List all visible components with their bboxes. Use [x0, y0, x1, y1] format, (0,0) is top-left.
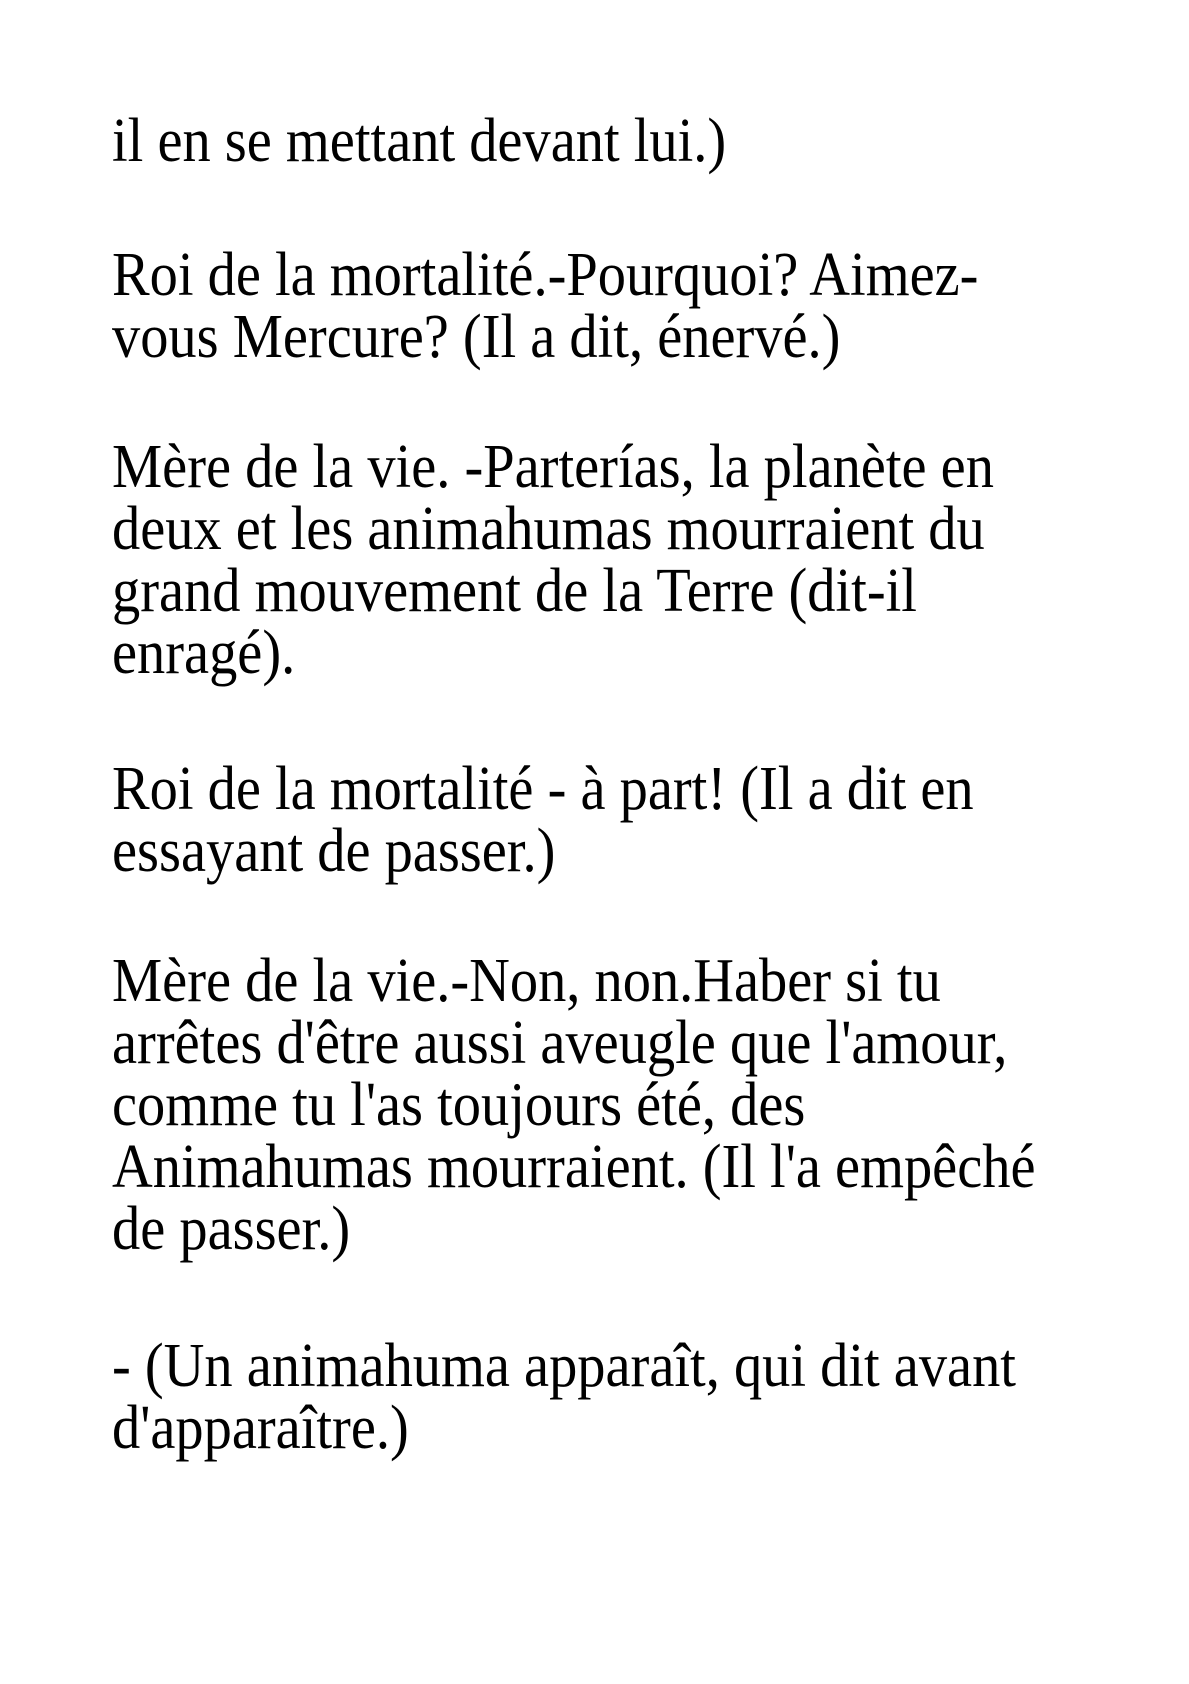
text-line: essayant de passer.) — [112, 817, 556, 885]
paragraph — [112, 1332, 1016, 1462]
text-line: Roi de la mortalité - à part! (Il a dit en — [112, 755, 974, 823]
text-line: enragé). — [112, 619, 296, 687]
text-line: d'apparaître.) — [112, 1394, 409, 1462]
paragraph — [112, 241, 979, 371]
text-line: Roi de la mortalité.-Pourquoi? Aimez- — [112, 241, 979, 309]
text-line: comme tu l'as toujours été, des — [112, 1071, 806, 1139]
text-line: de passer.) — [112, 1195, 351, 1263]
paragraph — [112, 755, 974, 885]
text-line: Mère de la vie. -Parterías, la planète en — [112, 433, 994, 501]
text-line: Animahumas mourraient. (Il l'a empêché — [112, 1133, 1036, 1201]
paragraph — [112, 107, 727, 175]
text-line: il en se mettant devant lui.) — [112, 107, 727, 175]
text-line: Mère de la vie.-Non, non.Haber si tu — [112, 947, 941, 1015]
paragraph — [112, 433, 994, 687]
text-line: grand mouvement de la Terre (dit-il — [112, 557, 917, 625]
text-line: deux et les animahumas mourraient du — [112, 495, 985, 563]
text-line: vous Mercure? (Il a dit, énervé.) — [112, 303, 841, 371]
paragraph — [112, 947, 1036, 1263]
text-line: arrêtes d'être aussi aveugle que l'amour, — [112, 1009, 1008, 1077]
text-line: - (Un animahuma apparaît, qui dit avant — [112, 1332, 1016, 1400]
